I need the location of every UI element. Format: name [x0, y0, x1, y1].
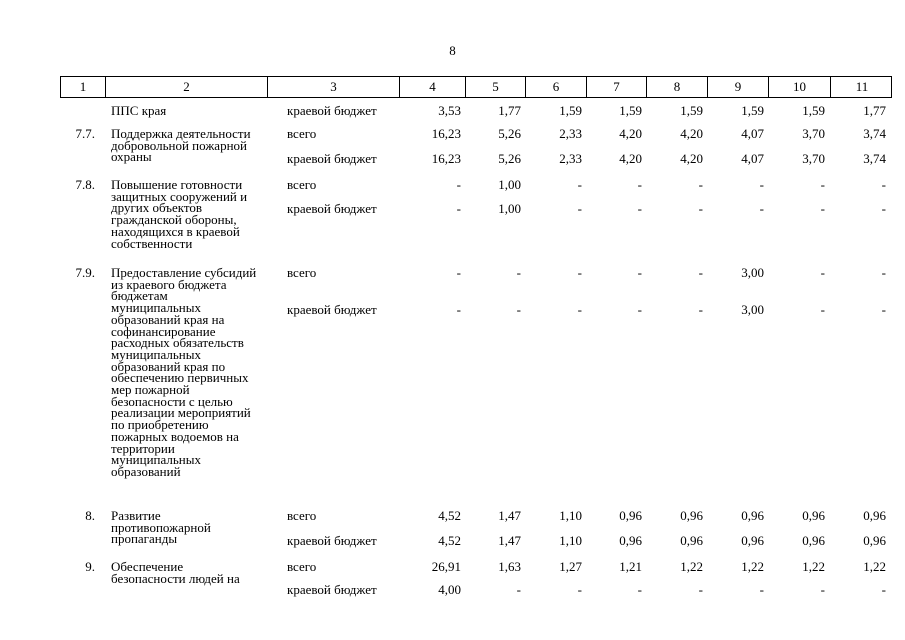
value-cell: - — [637, 265, 642, 280]
row-number: 7.9. — [75, 265, 95, 280]
value-cell: - — [759, 582, 764, 597]
value-cell: 1,59 — [802, 103, 825, 118]
value-cell: 3,53 — [438, 103, 461, 118]
value-cell: 1,59 — [559, 103, 582, 118]
value-cell: 1,77 — [863, 103, 886, 118]
header-cell: 2 — [106, 77, 268, 97]
value-cell: - — [698, 302, 703, 317]
value-cell: - — [456, 265, 461, 280]
funding-source: краевой бюджет — [287, 103, 377, 118]
item-name: ППС края — [111, 103, 167, 118]
value-cell: - — [637, 302, 642, 317]
funding-source: краевой бюджет — [287, 533, 377, 548]
value-cell: 4,07 — [741, 126, 764, 141]
funding-source: краевой бюджет — [287, 151, 377, 166]
value-cell: 0,96 — [619, 508, 642, 523]
value-cell: - — [698, 177, 703, 192]
value-cell: 3,70 — [802, 151, 825, 166]
value-cell: - — [881, 302, 886, 317]
header-cell: 7 — [587, 77, 647, 97]
value-cell: 1,21 — [619, 559, 642, 574]
funding-source: всего — [287, 126, 317, 141]
header-cell: 8 — [647, 77, 708, 97]
value-cell: 16,23 — [431, 151, 461, 166]
value-cell: 0,96 — [741, 533, 764, 548]
value-cell: - — [577, 265, 582, 280]
value-cell: 16,23 — [431, 126, 461, 141]
value-cell: 3,00 — [741, 302, 764, 317]
header-cell: 11 — [855, 79, 869, 94]
row-number: 7.7. — [75, 126, 95, 141]
value-cell: 5,26 — [498, 151, 521, 166]
value-cell: - — [637, 177, 642, 192]
value-cell: 4,00 — [438, 582, 461, 597]
item-name: Поддержка деятельности добровольной пожарной охраны — [111, 126, 251, 165]
value-cell: 1,00 — [498, 177, 521, 192]
value-cell: - — [637, 582, 642, 597]
value-cell: - — [516, 582, 521, 597]
value-cell: - — [577, 177, 582, 192]
value-cell: 1,47 — [498, 533, 521, 548]
funding-source: краевой бюджет — [287, 201, 377, 216]
header-cell: 4 — [400, 77, 466, 97]
value-cell: - — [637, 201, 642, 216]
value-cell: 0,96 — [680, 533, 703, 548]
value-cell: - — [881, 201, 886, 216]
item-name: Развитие противопожарной пропаганды — [111, 508, 211, 547]
header-cell: 9 — [708, 77, 769, 97]
value-cell: - — [516, 302, 521, 317]
value-cell: 4,52 — [438, 508, 461, 523]
funding-source: всего — [287, 177, 317, 192]
header-cell: 1 — [61, 77, 106, 97]
value-cell: 1,10 — [559, 508, 582, 523]
value-cell: 1,00 — [498, 201, 521, 216]
value-cell: - — [820, 582, 825, 597]
header-cell: 3 — [268, 77, 400, 97]
value-cell: - — [516, 265, 521, 280]
value-cell: - — [698, 265, 703, 280]
value-cell: - — [456, 177, 461, 192]
value-cell: 1,59 — [680, 103, 703, 118]
value-cell: 1,47 — [498, 508, 521, 523]
value-cell: 0,96 — [741, 508, 764, 523]
row-number: 7.8. — [75, 177, 95, 192]
value-cell: 26,91 — [431, 559, 461, 574]
value-cell: - — [577, 302, 582, 317]
value-cell: 4,20 — [680, 126, 703, 141]
value-cell: 4,20 — [619, 151, 642, 166]
table-header — [60, 76, 892, 98]
value-cell: 1,22 — [680, 559, 703, 574]
header-cell: 6 — [526, 77, 587, 97]
value-cell: 1,77 — [498, 103, 521, 118]
value-cell: 1,10 — [559, 533, 582, 548]
value-cell: 1,22 — [741, 559, 764, 574]
value-cell: 4,52 — [438, 533, 461, 548]
value-cell: 2,33 — [559, 126, 582, 141]
value-cell: 3,74 — [863, 151, 886, 166]
value-cell: 1,27 — [559, 559, 582, 574]
value-cell: - — [698, 582, 703, 597]
value-cell: - — [577, 582, 582, 597]
value-cell: 3,70 — [802, 126, 825, 141]
value-cell: - — [820, 177, 825, 192]
value-cell: - — [698, 201, 703, 216]
value-cell: - — [759, 201, 764, 216]
value-cell: 0,96 — [802, 533, 825, 548]
value-cell: - — [820, 302, 825, 317]
funding-source: краевой бюджет — [287, 302, 377, 317]
value-cell: 4,07 — [741, 151, 764, 166]
value-cell: 0,96 — [619, 533, 642, 548]
header-cell: 5 — [466, 77, 526, 97]
header-cell: 10 — [769, 77, 831, 97]
value-cell: 5,26 — [498, 126, 521, 141]
value-cell: - — [881, 177, 886, 192]
value-cell: - — [577, 201, 582, 216]
row-number: 8. — [85, 508, 95, 523]
funding-source: всего — [287, 559, 317, 574]
funding-source: всего — [287, 265, 317, 280]
value-cell: 1,63 — [498, 559, 521, 574]
page-number: 8 — [449, 43, 456, 58]
value-cell: 1,22 — [863, 559, 886, 574]
value-cell: - — [881, 265, 886, 280]
value-cell: - — [456, 201, 461, 216]
item-name: Предоставление субсидий из краевого бюджета бюджетам муниципальных образований края на софинансирование расходных обязательств муниципальных образований края по обеспечению первичных мер пожарной безопасности с целью реализации мероприятий по приобретению пожарных водоемов на территории муниципальных образований — [111, 265, 257, 479]
value-cell: 0,96 — [680, 508, 703, 523]
value-cell: - — [881, 582, 886, 597]
value-cell: 1,59 — [619, 103, 642, 118]
value-cell: 0,96 — [802, 508, 825, 523]
value-cell: - — [759, 177, 764, 192]
funding-source: всего — [287, 508, 317, 523]
value-cell: 3,74 — [863, 126, 886, 141]
value-cell: - — [456, 302, 461, 317]
value-cell: 0,96 — [863, 508, 886, 523]
value-cell: 4,20 — [680, 151, 703, 166]
item-name: Повышение готовности защитных сооружений и других объектов гражданской обороны, находящихся в краевой собственности — [111, 177, 248, 251]
funding-source: краевой бюджет — [287, 582, 377, 597]
value-cell: 1,22 — [802, 559, 825, 574]
value-cell: 4,20 — [619, 126, 642, 141]
row-number: 9. — [85, 559, 95, 574]
value-cell: - — [820, 265, 825, 280]
value-cell: 2,33 — [559, 151, 582, 166]
value-cell: 0,96 — [863, 533, 886, 548]
value-cell: 1,59 — [741, 103, 764, 118]
value-cell: - — [820, 201, 825, 216]
value-cell: 3,00 — [741, 265, 764, 280]
item-name: Обеспечение безопасности людей на — [111, 559, 240, 586]
